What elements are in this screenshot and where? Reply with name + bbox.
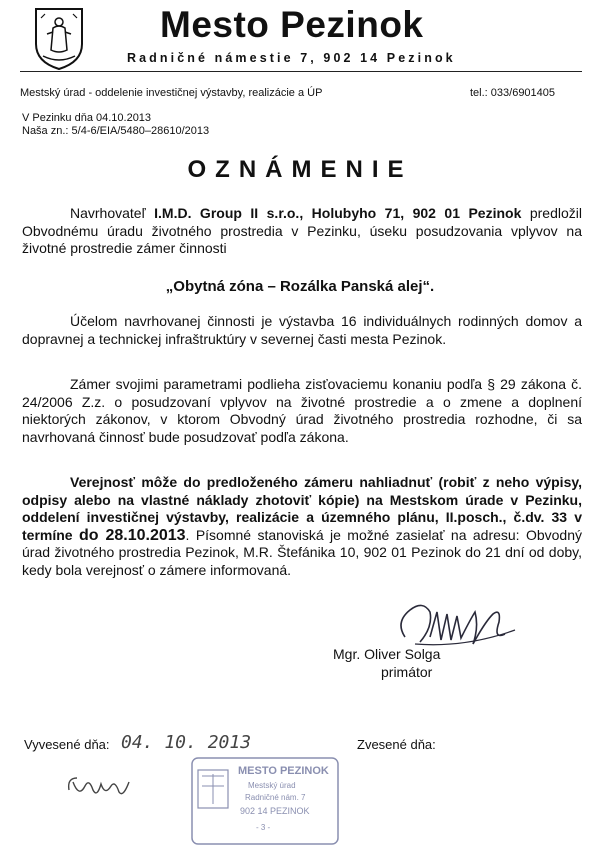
signatory-role: primátor (381, 664, 433, 680)
intro-paragraph (22, 205, 582, 258)
stamp-line-2: Mestský úrad (248, 781, 296, 790)
intro-post: predložil Obvodnému úradu životného prostredia v Pezinku, úseku posudzovania vplyvov na životné prostredie zámer činnosti (22, 205, 582, 256)
stamp-line-3: Radničné nám. 7 (245, 793, 306, 802)
department-line: Mestský úrad - oddelenie investičnej výstavby, realizácie a ÚP (20, 87, 323, 99)
stamp-line-5: - 3 - (256, 823, 271, 832)
posted-label: Vyvesené dňa: (24, 737, 110, 752)
purpose-paragraph: Účelom navrhovanej činnosti je výstavba 16 individuálnych rodinných domov a dopravnej a technickej infraštruktúry v severnej časti mesta Pezinok. (22, 313, 582, 347)
posted-date: 04. 10. 2013 (121, 732, 252, 753)
deadline-date: do 28.10.2013 (78, 526, 186, 544)
stamp-line-1: MESTO PEZINOK (238, 765, 329, 777)
project-name: „Obytná zóna – Rozálka Panská alej“. (165, 278, 435, 295)
proposer: I.M.D. Group II s.r.o., Holubyho 71, 902 01 Pezinok (154, 205, 522, 221)
public-access-bold: Verejnosť môže do predloženého zámeru nahliadnuť (robiť z neho výpisy, odpisy alebo na vlastné náklady zhotoviť kópie) na Mestskom úrade v Pezinku, oddelení investičnej výstavby, realizácie a územného plánu, II.posch., č.dv. 33 v termíne (22, 474, 582, 543)
notice-title: OZNÁMENIE (187, 156, 413, 183)
signatory-name: Mgr. Oliver Solga (333, 646, 441, 662)
city-address: Radničné námestie 7, 902 14 Pezinok (127, 51, 456, 65)
intro-pre: Navrhovateľ (70, 205, 155, 221)
phone-number: tel.: 033/6901405 (470, 87, 556, 99)
header-divider (20, 71, 582, 72)
handwritten-initials (63, 768, 143, 808)
city-title: Mesto Pezinok (160, 4, 424, 45)
legal-paragraph: Zámer svojimi parametrami podlieha zisťovaciemu konaniu podľa § 29 zákona č. 24/2006 Z.z. o posudzovaní vplyvov na životné prostredie a o zmene a doplnení niektorých zákonov, v ktorom Obvodný úrad životného prostredia rozhodne, či sa navrhovaná činnosť bude posudzovať podľa zákona. (22, 376, 582, 445)
issue-date: V Pezinku dňa 04.10.2013 (22, 112, 152, 124)
stamp-line-4: 902 14 PEZINOK (240, 806, 310, 816)
official-stamp (190, 756, 340, 846)
removed-label: Zvesené dňa: (357, 737, 436, 752)
reference-number: Naša zn.: 5/4-6/EIA/5480–28610/2013 (22, 125, 210, 137)
public-access-rest: . Písomné stanoviská je možné zasielať na adresu: Obvodný úrad životného prostredia Pezinok, M.R. Štefánika 10, 902 01 Pezinok do 21 dní od doby, kedy bola verejnosť o zámere informovaná. (22, 526, 582, 578)
city-coat-of-arms-icon (33, 6, 85, 72)
public-access-paragraph (22, 474, 582, 579)
